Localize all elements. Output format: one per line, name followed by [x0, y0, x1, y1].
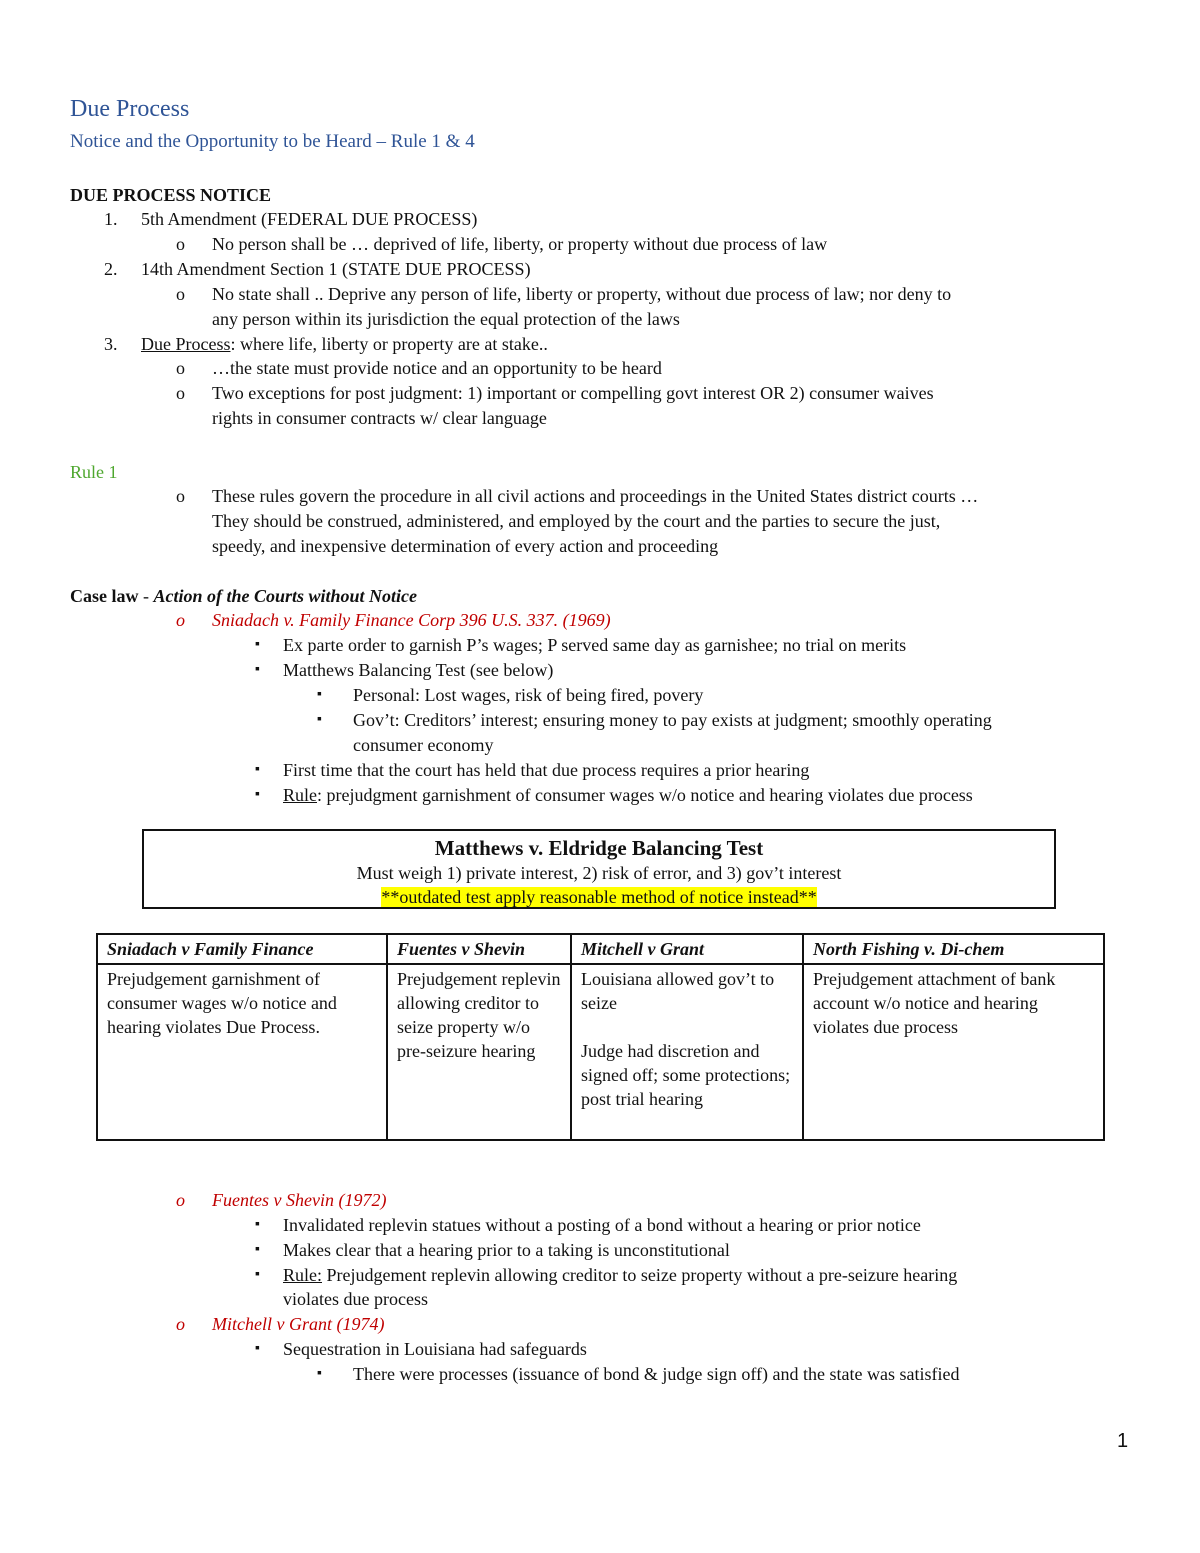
- square-bullet-icon: ▪: [255, 1341, 260, 1356]
- circle-bullet-icon: o: [176, 358, 185, 378]
- table-cell: [571, 964, 803, 1140]
- list-number: 1.: [104, 209, 118, 229]
- rule1-text: These rules govern the procedure in all civil actions and proceedings in the United States district courts …: [212, 486, 979, 506]
- list-subitem: No state shall .. Deprive any person of life, liberty or property, without due process of law; nor deny to: [212, 284, 952, 304]
- page-number: 1: [1117, 1430, 1129, 1452]
- list-number: 2.: [104, 259, 118, 279]
- square-bullet-icon: ▪: [317, 1366, 322, 1381]
- case-title-mitchell: Mitchell v Grant (1974): [212, 1314, 385, 1334]
- table-header: Sniadach v Family Finance: [97, 934, 387, 964]
- square-bullet-icon: ▪: [255, 1242, 260, 1257]
- list-item: 14th Amendment Section 1 (STATE DUE PROCESS): [141, 259, 531, 279]
- square-bullet-icon: ▪: [317, 687, 322, 702]
- list-subitem: No person shall be … deprived of life, liberty, or property without due process of law: [212, 234, 828, 254]
- case-subpoint-continued: consumer economy: [353, 735, 494, 755]
- table-cell-text: Judge had discretion and signed off; some protections; post trial hearing: [581, 1041, 791, 1109]
- rule1-heading: Rule 1: [70, 462, 118, 482]
- square-bullet-icon: ▪: [255, 662, 260, 677]
- table-header: Fuentes v Shevin: [387, 934, 571, 964]
- case-point-continued: violates due process: [283, 1289, 428, 1309]
- rule1-text: speedy, and inexpensive determination of every action and proceeding: [212, 536, 719, 556]
- table-cell-text: Louisiana allowed gov’t to seize: [581, 969, 775, 1013]
- square-bullet-icon: ▪: [255, 637, 260, 652]
- table-row: [97, 964, 1104, 1140]
- square-bullet-icon: ▪: [255, 1267, 260, 1282]
- case-subpoint: Personal: Lost wages, risk of being fired, povery: [353, 685, 704, 705]
- case-point: Ex parte order to garnish P’s wages; P served same day as garnishee; no trial on merits: [283, 635, 907, 655]
- list-item-text: : where life, liberty or property are at stake..: [230, 334, 548, 354]
- caselaw-label: Case law: [70, 586, 139, 606]
- table-header-row: [97, 934, 1104, 964]
- table-cell: Prejudgement attachment of bank account w/o notice and hearing violates due process: [803, 964, 1104, 1140]
- caselaw-heading: [70, 584, 417, 608]
- case-point: Makes clear that a hearing prior to a taking is unconstitutional: [283, 1240, 730, 1260]
- rule-text: Prejudgement replevin allowing creditor to seize property without a pre-seizure hearing: [322, 1265, 958, 1285]
- matthews-highlight: **outdated test apply reasonable method of notice instead**: [381, 887, 817, 907]
- table-header: North Fishing v. Di-chem: [803, 934, 1104, 964]
- case-point: [283, 783, 973, 807]
- case-point: Matthews Balancing Test (see below): [283, 660, 554, 680]
- square-bullet-icon: ▪: [255, 762, 260, 777]
- table-cell: Prejudgement garnishment of consumer wages w/o notice and hearing violates Due Process.: [97, 964, 387, 1140]
- case-point: [283, 1263, 957, 1287]
- circle-bullet-icon: o: [176, 284, 185, 304]
- list-subitem-continued: rights in consumer contracts w/ clear language: [212, 408, 547, 428]
- case-title-fuentes: Fuentes v Shevin (1972): [212, 1190, 387, 1210]
- table-cell: Prejudgement replevin allowing creditor to seize property w/o pre-seizure hearing: [387, 964, 571, 1140]
- circle-bullet-icon: o: [176, 486, 185, 506]
- list-subitem-continued: any person within its jurisdiction the equal protection of the laws: [212, 309, 680, 329]
- cases-table: [96, 933, 1105, 1141]
- circle-bullet-icon: o: [176, 1314, 185, 1334]
- list-subitem: …the state must provide notice and an opportunity to be heard: [212, 358, 662, 378]
- square-bullet-icon: ▪: [255, 1217, 260, 1232]
- matthews-title: Matthews v. Eldridge Balancing Test: [434, 836, 764, 860]
- rule1-text: They should be construed, administered, and employed by the court and the parties to secure the just,: [212, 511, 941, 531]
- rule-text: : prejudgment garnishment of consumer wages w/o notice and hearing violates due process: [317, 785, 973, 805]
- rule-label: Rule: [283, 785, 317, 805]
- caselaw-subheading: Action of the Courts without Notice: [153, 586, 418, 606]
- case-point: Invalidated replevin statues without a posting of a bond without a hearing or prior notice: [283, 1215, 921, 1235]
- page-subtitle: Notice and the Opportunity to be Heard – Rule 1 & 4: [70, 131, 475, 152]
- case-title-sniadach: Sniadach v. Family Finance Corp 396 U.S. 337. (1969): [212, 610, 611, 630]
- list-item: 5th Amendment (FEDERAL DUE PROCESS): [141, 209, 478, 229]
- case-subpoint: There were processes (issuance of bond & judge sign off) and the state was satisfied: [353, 1364, 960, 1384]
- section-heading: DUE PROCESS NOTICE: [70, 185, 272, 205]
- list-number: 3.: [104, 334, 118, 354]
- matthews-test-box: [142, 829, 1056, 909]
- circle-bullet-icon: o: [176, 234, 185, 254]
- circle-bullet-icon: o: [176, 383, 185, 403]
- page-title: Due Process: [70, 96, 190, 122]
- case-subpoint: Gov’t: Creditors’ interest; ensuring money to pay exists at judgment; smoothly operating: [353, 710, 992, 730]
- list-subitem: Two exceptions for post judgment: 1) important or compelling govt interest OR 2) consumer waives: [212, 383, 934, 403]
- square-bullet-icon: ▪: [255, 787, 260, 802]
- list-item: [141, 332, 548, 356]
- matthews-line: Must weigh 1) private interest, 2) risk of error, and 3) gov’t interest: [356, 863, 842, 883]
- due-process-label: Due Process: [141, 334, 231, 354]
- case-point: Sequestration in Louisiana had safeguards: [283, 1339, 587, 1359]
- case-point: First time that the court has held that due process requires a prior hearing: [283, 760, 810, 780]
- caselaw-separator: -: [138, 586, 154, 606]
- square-bullet-icon: ▪: [317, 712, 322, 727]
- circle-bullet-icon: o: [176, 610, 185, 630]
- rule-label: Rule:: [283, 1265, 322, 1285]
- circle-bullet-icon: o: [176, 1190, 185, 1210]
- table-header: Mitchell v Grant: [571, 934, 803, 964]
